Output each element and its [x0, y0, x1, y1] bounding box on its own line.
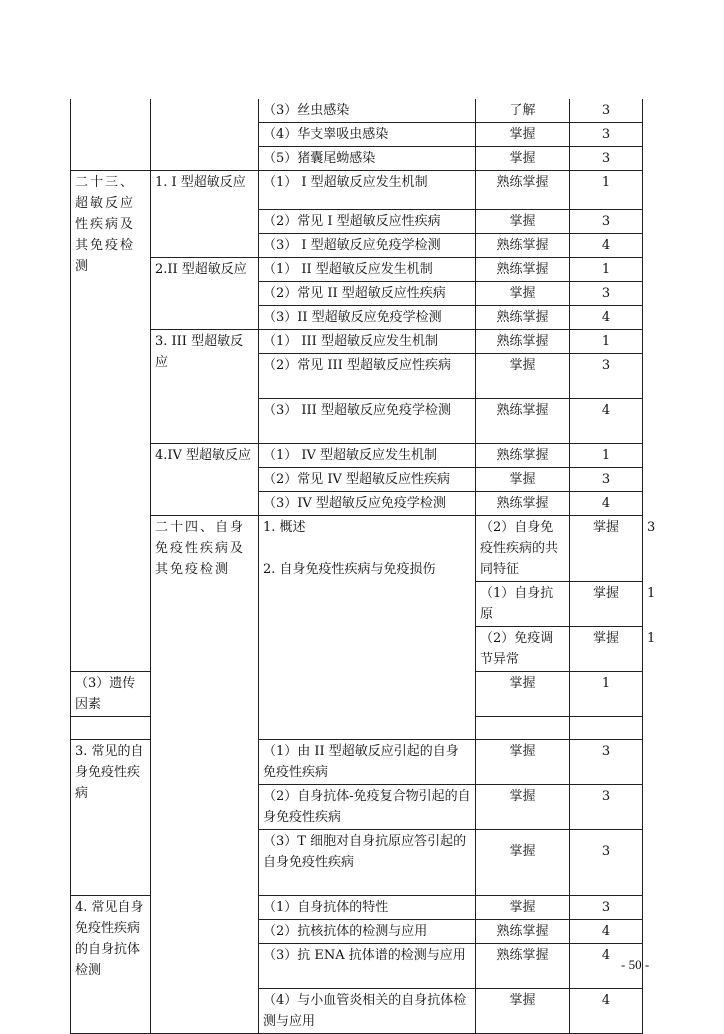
- level-cell: 3: [570, 740, 643, 785]
- item-cell: （3） III 型超敏反应免疫学检测: [259, 399, 476, 444]
- item-cell: （3）遗传因素: [71, 672, 151, 717]
- requirement-cell: 掌握: [570, 516, 643, 582]
- level-cell: 4: [570, 399, 643, 444]
- requirement-cell: 熟练掌握: [476, 330, 570, 354]
- table-row: （2）免疫调节异常 掌握 1: [71, 627, 643, 672]
- requirement-cell: 熟练掌握: [476, 492, 570, 516]
- requirement-cell: 掌握: [476, 354, 570, 399]
- item-cell: （1）由 II 型超敏反应引起的自身免疫性疾病: [259, 740, 476, 785]
- level-cell: 3: [570, 354, 643, 399]
- item-cell: [71, 717, 151, 740]
- level-cell: 3: [570, 123, 643, 147]
- item-cell: （1） II 型超敏反应发生机制: [259, 258, 476, 282]
- requirement-cell: 掌握: [570, 627, 643, 672]
- level-cell: 4: [570, 234, 643, 258]
- level-cell: 1: [570, 258, 643, 282]
- requirement-cell: 掌握: [476, 989, 570, 1034]
- level-cell: 1: [570, 672, 643, 717]
- topic-cell: [259, 516, 476, 740]
- item-cell: （5）猪囊尾蚴感染: [259, 147, 476, 171]
- level-cell: [570, 717, 643, 740]
- item-cell: （3）IV 型超敏反应免疫学检测: [259, 492, 476, 516]
- item-cell: （3）T 细胞对自身抗原应答引起的自身免疫性疾病: [259, 830, 476, 896]
- level-cell: 3: [570, 830, 643, 896]
- requirement-cell: 掌握: [476, 147, 570, 171]
- item-cell: （3）丝虫感染: [259, 99, 476, 123]
- requirement-cell: 熟练掌握: [476, 306, 570, 330]
- requirement-cell: 了解: [476, 99, 570, 123]
- topic-cell: 3. III 型超敏反应: [151, 330, 259, 444]
- requirement-cell: 熟练掌握: [476, 920, 570, 944]
- topic-cell: [151, 99, 259, 171]
- level-cell: 3: [570, 896, 643, 920]
- item-cell: （2）常见 I 型超敏反应性疾病: [259, 210, 476, 234]
- level-cell: 1: [570, 444, 643, 468]
- requirement-cell: 熟练掌握: [476, 171, 570, 210]
- requirement-cell: 掌握: [476, 468, 570, 492]
- item-cell: （2）抗核抗体的检测与应用: [259, 920, 476, 944]
- item-cell: （4）与小血管炎相关的自身抗体检测与应用: [259, 989, 476, 1034]
- topic-cell: 4.IV 型超敏反应: [151, 444, 259, 516]
- requirement-cell: 掌握: [476, 740, 570, 785]
- level-cell: 3: [570, 282, 643, 306]
- topic-cell: 1. I 型超敏反应: [151, 171, 259, 258]
- topic-label: 1. 概述: [263, 520, 306, 535]
- level-cell: 4: [570, 492, 643, 516]
- level-cell: 3: [570, 210, 643, 234]
- item-cell: （3） I 型超敏反应免疫学检测: [259, 234, 476, 258]
- item-cell: （1）自身抗原: [476, 582, 570, 627]
- topic-label: 2. 自身免疫性疾病与免疫损伤: [263, 562, 436, 577]
- table-row: [71, 444, 643, 468]
- item-cell: （1） I 型超敏反应发生机制: [259, 171, 476, 210]
- level-cell: 3: [570, 99, 643, 123]
- requirement-cell: 掌握: [476, 123, 570, 147]
- unit-cell: 二十三、超敏反应性疾病及其免疫检测: [71, 171, 151, 672]
- level-cell: 3: [570, 785, 643, 830]
- level-cell: 1: [570, 171, 643, 210]
- item-cell: （3）抗 ENA 抗体谱的检测与应用: [259, 944, 476, 989]
- requirement-cell: 熟练掌握: [476, 234, 570, 258]
- requirement-cell: [476, 717, 570, 740]
- item-cell: （2）免疫调节异常: [476, 627, 570, 672]
- requirement-cell: 掌握: [476, 896, 570, 920]
- table-row: [71, 171, 643, 210]
- table-row: [71, 99, 643, 123]
- requirement-cell: 熟练掌握: [476, 399, 570, 444]
- table-row: 二十四、自身免疫性疾病及其免疫检测 1. 概述 2. 自身免疫性疾病与免疫损伤 （2）自身免疫性疾病的共同特征 掌握 3: [71, 516, 643, 582]
- topic-cell: 2.II 型超敏反应: [151, 258, 259, 330]
- level-cell: 4: [570, 306, 643, 330]
- unit-cell: 二十四、自身免疫性疾病及其免疫检测: [151, 516, 259, 1034]
- unit-cell: [71, 99, 151, 171]
- item-cell: （3）II 型超敏反应免疫学检测: [259, 306, 476, 330]
- item-cell: （2）常见 II 型超敏反应性疾病: [259, 282, 476, 306]
- requirement-cell: 掌握: [476, 672, 570, 717]
- level-cell: 1: [570, 330, 643, 354]
- requirement-cell: 熟练掌握: [476, 444, 570, 468]
- level-cell: 3: [570, 147, 643, 171]
- topic-cell: 3. 常见的自身免疫性疾病: [71, 740, 151, 896]
- table-row: [71, 330, 643, 354]
- requirement-cell: 掌握: [570, 582, 643, 627]
- item-cell: （2）自身抗体-免疫复合物引起的自身免疫性疾病: [259, 785, 476, 830]
- level-cell: 4: [570, 944, 643, 989]
- requirement-cell: 掌握: [476, 282, 570, 306]
- requirement-cell: 熟练掌握: [476, 944, 570, 989]
- item-cell: （2）自身免疫性疾病的共同特征: [476, 516, 570, 582]
- item-cell: （1） III 型超敏反应发生机制: [259, 330, 476, 354]
- requirement-cell: 熟练掌握: [476, 258, 570, 282]
- item-cell: （4）华支睾吸虫感染: [259, 123, 476, 147]
- table-row: [71, 258, 643, 282]
- item-cell: （1） IV 型超敏反应发生机制: [259, 444, 476, 468]
- level-cell: 3: [570, 468, 643, 492]
- page-number: - 50 -: [621, 957, 650, 972]
- requirement-cell: 掌握: [476, 785, 570, 830]
- item-cell: （2）常见 IV 型超敏反应性疾病: [259, 468, 476, 492]
- topic-cell: 4. 常见自身免疫性疾病的自身抗体检测: [71, 896, 151, 1034]
- outline-table: [70, 99, 656, 1034]
- level-cell: 4: [570, 989, 643, 1034]
- item-cell: （1）自身抗体的特性: [259, 896, 476, 920]
- level-cell: 4: [570, 920, 643, 944]
- item-cell: （2）常见 III 型超敏反应性疾病: [259, 354, 476, 399]
- requirement-cell: 掌握: [476, 210, 570, 234]
- table-row: （1）自身抗原 掌握 1: [71, 582, 643, 627]
- requirement-cell: 掌握: [476, 830, 570, 896]
